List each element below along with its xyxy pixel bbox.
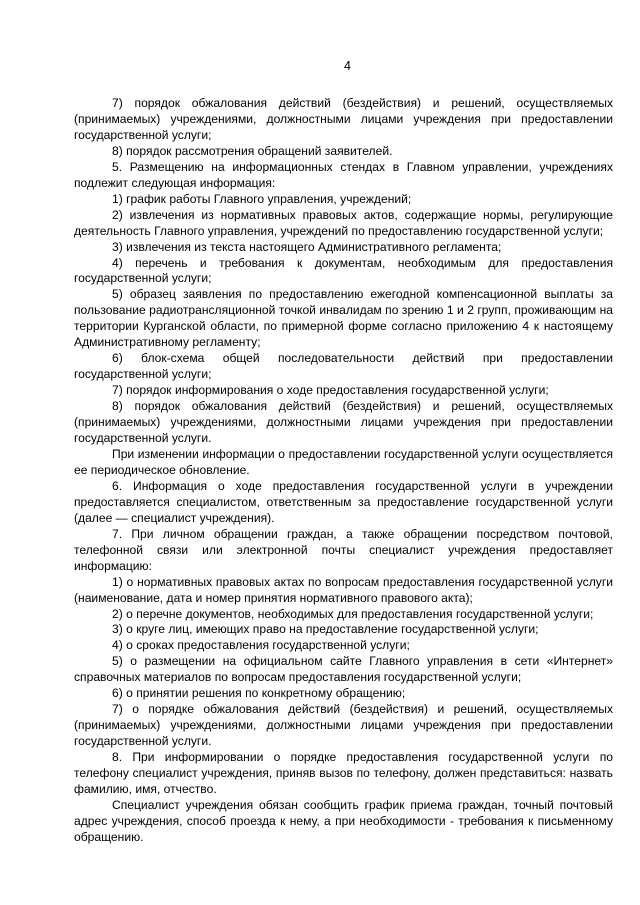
paragraph: 2) о перечне документов, необходимых для предоставления государственной услуги; [112,606,594,621]
paragraph: 7) о порядке обжалования действий (бездействия) и решений, осуществляемых (принимаемых) учреждениями, должностными лицами учреждения при предоставлении государственной услуги. [74,702,613,749]
paragraph: 5) о размещении на официальном сайте Главного управления в сети «Интернет» справочных материалов по вопросам предоставления государственной услуги; [74,654,613,685]
paragraph: 7. При личном обращении граждан, а также обращении посредством почтовой, телефонной связи или электронной почты специалист учреждения предоставляет информацию: [74,526,613,573]
paragraph: 7) порядок обжалования действий (бездействия) и решений, осуществляемых (принимаемых) учреждениями, должностными лицами учреждения при предоставлении государственной услуги; [74,96,613,142]
document-body [74,96,613,846]
paragraph: 4) о сроках предоставления государственной услуги; [112,638,410,653]
paragraph: 8. При информировании о порядке предоставления государственной услуги по телефону специалист учреждения, приняв вызов по телефону, должен представиться: назвать фамилию, имя, отчество. [74,750,613,796]
paragraph: 3) извлечения из текста настоящего Административного регламента; [112,239,502,254]
paragraph: 3) о круге лиц, имеющих право на предоставление государственной услуги; [112,622,539,637]
paragraph: 1) график работы Главного управления, учреждений; [112,191,412,206]
paragraph: 6. Информация о ходе предоставления государственной услуги в учреждении предоставляется специалистом, ответственным за предоставление государственной услуги (далее — специалист учреждения). [74,478,613,525]
paragraph: Специалист учреждения обязан сообщить график приема граждан, точный почтовый адрес учреждения, способ проезда к нему, а при необходимости - требования к письменному обращению. [74,797,613,844]
paragraph: При изменении информации о предоставлении государственной услуги осуществляется ее периодическое обновление. [74,446,613,477]
paragraph: 2) извлечения из нормативных правовых актов, содержащие нормы, регулирующие деятельность Главного управления, учреждений по предоставлению государственной услуги; [74,207,613,238]
paragraph: 7) порядок информирования о ходе предоставления государственной услуги; [112,383,549,398]
paragraph: 6) о принятии решения по конкретному обращению; [112,686,406,701]
paragraph: 4) перечень и требования к документам, необходимым для предоставления государственной услуги; [74,255,613,286]
paragraph: 5) образец заявления по предоставлению ежегодной компенсационной выплаты за пользование радиотрансляционной точкой инвалидам по зрению 1 и 2 групп, проживающим на территории Курганской области, по примерной форме согласно приложению 4 к настоящему Административному регламенту; [74,287,613,350]
paragraph: 8) порядок обжалования действий (бездействия) и решений, осуществляемых (принимаемых) учреждениями, должностными лицами учреждения при предоставлении государственной услуги. [74,399,613,446]
paragraph: 5. Размещению на информационных стендах в Главном управлении, учреждениях подлежит следующая информация: [74,159,613,190]
paragraph: 6) блок-схема общей последовательности действий при предоставлении государственной услуги; [74,351,613,382]
paragraph: 8) порядок рассмотрения обращений заявителей. [112,143,393,158]
paragraph: 1) о нормативных правовых актах по вопросам предоставления государственной услуги (наименование, дата и номер принятия нормативного правового акта); [74,574,613,605]
page-number: 4 [344,59,351,73]
